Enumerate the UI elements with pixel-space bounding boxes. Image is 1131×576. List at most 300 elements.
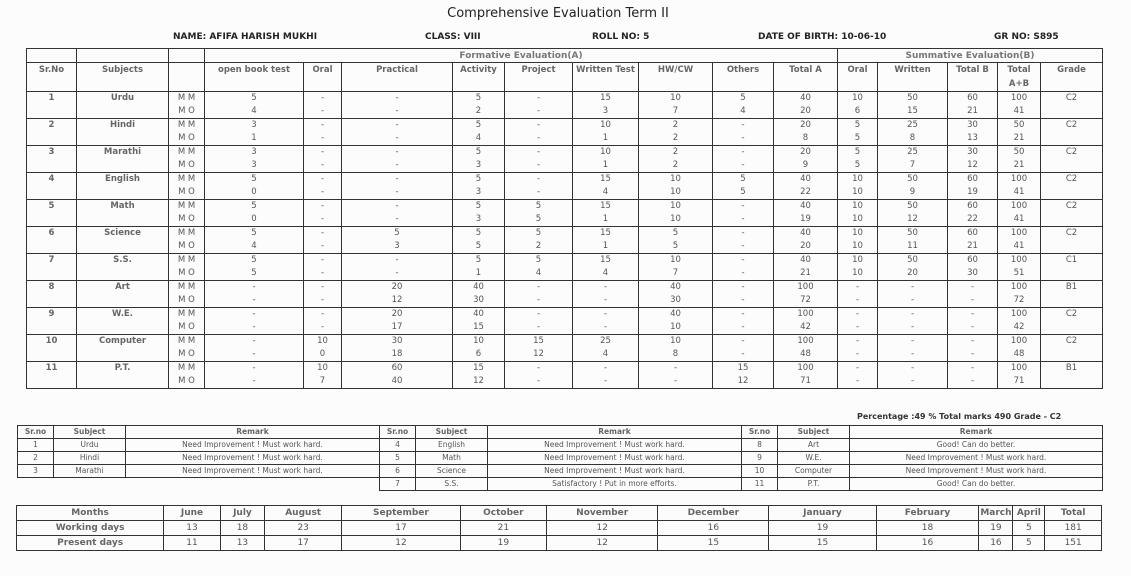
mark-cell: - xyxy=(713,132,774,146)
mark-cell: 100 xyxy=(774,308,838,322)
remark-text: Need Improvement ! Must work hard. xyxy=(488,465,742,478)
mark-cell: - xyxy=(205,362,304,376)
mark-cell: 4 xyxy=(573,267,639,281)
mark-cell: 3 xyxy=(453,159,505,173)
mark-cell: 15 xyxy=(713,362,774,376)
mark-cell: 10 xyxy=(573,146,639,160)
mark-cell: - xyxy=(304,119,342,133)
mm-label: M M xyxy=(169,227,205,241)
mark-cell: 5 xyxy=(453,254,505,268)
attendance-value: 12 xyxy=(547,536,658,551)
remark-subject: Art xyxy=(778,439,850,452)
month-header: January xyxy=(769,506,876,521)
roll-number: ROLL NO: 5 xyxy=(592,32,650,42)
mark-cell: 0 xyxy=(205,213,304,227)
mark-cell: 100 xyxy=(998,227,1041,241)
mark-cell: - xyxy=(878,321,948,335)
attendance-working-row xyxy=(17,521,1102,536)
mark-cell: 42 xyxy=(998,321,1041,335)
mark-cell: - xyxy=(573,281,639,295)
mark-cell: - xyxy=(713,321,774,335)
mark-cell: 10 xyxy=(838,240,878,254)
mark-cell: 72 xyxy=(998,294,1041,308)
subject-name: English xyxy=(77,173,169,200)
mark-cell: - xyxy=(304,281,342,295)
mark-cell: 20 xyxy=(774,119,838,133)
remarks-row xyxy=(380,465,742,478)
mark-cell: 9 xyxy=(774,159,838,173)
percentage-summary: Percentage :49 % Total marks 490 Grade - C2 xyxy=(857,412,1062,421)
mark-cell: - xyxy=(304,267,342,281)
column-header: Oral xyxy=(304,63,342,92)
mark-cell: 5 xyxy=(505,254,573,268)
attendance-value: 151 xyxy=(1045,536,1102,551)
mark-cell: - xyxy=(205,348,304,362)
mark-cell: 5 xyxy=(205,254,304,268)
mark-cell: - xyxy=(205,294,304,308)
mark-cell: 2 xyxy=(505,240,573,254)
subject-sr-no: 9 xyxy=(27,308,77,335)
subject-row-mm xyxy=(27,281,1103,295)
mark-cell: - xyxy=(342,159,453,173)
mark-cell: - xyxy=(304,227,342,241)
grade-cell: C2 xyxy=(1041,173,1103,200)
remarks-header: Subject xyxy=(778,426,850,439)
mark-cell: 50 xyxy=(878,92,948,106)
remarks-row xyxy=(18,465,380,478)
mark-cell: - xyxy=(505,308,573,322)
mark-cell: 5 xyxy=(453,173,505,187)
mark-cell: 50 xyxy=(878,254,948,268)
mark-cell: - xyxy=(304,92,342,106)
page-title: Comprehensive Evaluation Term II xyxy=(447,6,669,21)
mark-cell: 5 xyxy=(713,92,774,106)
remark-sr-no: 2 xyxy=(18,452,54,465)
mark-cell: 2 xyxy=(639,159,713,173)
subject-row-mo xyxy=(27,375,1103,389)
mark-cell: 10 xyxy=(304,362,342,376)
mo-label: M O xyxy=(169,321,205,335)
mark-cell: 5 xyxy=(342,227,453,241)
remark-subject: English xyxy=(416,439,488,452)
mark-cell: 5 xyxy=(205,267,304,281)
month-header: April xyxy=(1013,506,1045,521)
mark-cell: - xyxy=(342,213,453,227)
mm-label: M M xyxy=(169,335,205,349)
mo-label: M O xyxy=(169,348,205,362)
mark-cell: - xyxy=(838,375,878,389)
remark-sr-no: 8 xyxy=(742,439,778,452)
mm-label: M M xyxy=(169,119,205,133)
mark-cell: - xyxy=(304,186,342,200)
mark-cell: 48 xyxy=(998,348,1041,362)
mark-cell: - xyxy=(713,146,774,160)
mark-cell: - xyxy=(342,267,453,281)
remark-sr-no: 9 xyxy=(742,452,778,465)
attendance-row-label: Months xyxy=(17,506,164,521)
mark-cell: 12 xyxy=(342,294,453,308)
subject-row-mm xyxy=(27,119,1103,133)
grade-cell: C2 xyxy=(1041,119,1103,146)
mark-cell: 4 xyxy=(205,240,304,254)
mark-cell: - xyxy=(505,186,573,200)
mark-cell: 18 xyxy=(342,348,453,362)
mark-cell: - xyxy=(304,213,342,227)
remarks-header: Remark xyxy=(126,426,380,439)
mark-cell: 22 xyxy=(774,186,838,200)
month-header: September xyxy=(342,506,460,521)
attendance-value: 17 xyxy=(265,536,342,551)
mark-cell: 100 xyxy=(998,281,1041,295)
attendance-value: 11 xyxy=(164,536,221,551)
remarks-row xyxy=(18,439,380,452)
mark-cell: - xyxy=(304,159,342,173)
subject-sr-no: 1 xyxy=(27,92,77,119)
mark-cell: - xyxy=(342,200,453,214)
mark-cell: 2 xyxy=(639,146,713,160)
remark-sr-no: 3 xyxy=(18,465,54,478)
mark-cell: 5 xyxy=(713,173,774,187)
mark-cell: - xyxy=(948,362,998,376)
mark-cell: 100 xyxy=(998,92,1041,106)
gr-number: GR NO: S895 xyxy=(994,32,1059,42)
mark-cell: - xyxy=(342,186,453,200)
mark-cell: 15 xyxy=(573,200,639,214)
column-header: Written xyxy=(878,63,948,92)
column-header xyxy=(169,63,205,92)
mark-cell: 100 xyxy=(774,281,838,295)
attendance-value: 13 xyxy=(164,521,221,536)
mark-cell: - xyxy=(342,132,453,146)
column-header: Project xyxy=(505,63,573,92)
mark-cell: 5 xyxy=(505,200,573,214)
mark-cell: 100 xyxy=(774,335,838,349)
subject-row-mo xyxy=(27,213,1103,227)
column-header: Sr.No xyxy=(27,63,77,92)
mark-cell: - xyxy=(304,173,342,187)
mark-cell: - xyxy=(505,105,573,119)
mark-cell: - xyxy=(713,294,774,308)
month-header: July xyxy=(220,506,264,521)
mm-label: M M xyxy=(169,281,205,295)
mark-cell: 8 xyxy=(774,132,838,146)
mark-cell: 5 xyxy=(453,146,505,160)
attendance-value: 15 xyxy=(769,536,876,551)
mark-cell: - xyxy=(838,321,878,335)
subject-name: Marathi xyxy=(77,146,169,173)
column-header: Total B xyxy=(948,63,998,92)
mark-cell: 40 xyxy=(774,254,838,268)
mark-cell: - xyxy=(878,375,948,389)
month-header: October xyxy=(460,506,546,521)
remark-sr-no: 5 xyxy=(380,452,416,465)
grade-cell: C2 xyxy=(1041,308,1103,335)
attendance-value: 19 xyxy=(979,521,1013,536)
attendance-row-label: Present days xyxy=(17,536,164,551)
mark-cell: 30 xyxy=(453,294,505,308)
mark-cell: - xyxy=(573,294,639,308)
mark-cell: - xyxy=(505,119,573,133)
mark-cell: 7 xyxy=(639,105,713,119)
mark-cell: 15 xyxy=(878,105,948,119)
subject-name: Urdu xyxy=(77,92,169,119)
remark-text: Good! Can do better. xyxy=(850,439,1103,452)
subject-row-mo xyxy=(27,186,1103,200)
mark-cell: 15 xyxy=(573,92,639,106)
mark-cell: 3 xyxy=(205,146,304,160)
mark-cell: 1 xyxy=(205,132,304,146)
mark-cell: 5 xyxy=(639,227,713,241)
mark-cell: 1 xyxy=(453,267,505,281)
mark-cell: - xyxy=(304,105,342,119)
mark-cell: - xyxy=(342,92,453,106)
mark-cell: 30 xyxy=(948,267,998,281)
mark-cell: 10 xyxy=(639,213,713,227)
mark-cell: 15 xyxy=(573,254,639,268)
remarks-header-row xyxy=(18,426,380,439)
mark-cell: 60 xyxy=(948,92,998,106)
mark-cell: - xyxy=(948,348,998,362)
mark-cell: - xyxy=(713,119,774,133)
subject-sr-no: 3 xyxy=(27,146,77,173)
mark-cell: 15 xyxy=(453,321,505,335)
remark-sr-no: 11 xyxy=(742,478,778,491)
mark-cell: - xyxy=(838,348,878,362)
mark-cell: 10 xyxy=(639,254,713,268)
mark-cell: 30 xyxy=(342,335,453,349)
mark-cell: - xyxy=(205,308,304,322)
month-header: Total xyxy=(1045,506,1102,521)
mark-cell: 12 xyxy=(505,348,573,362)
mark-cell: - xyxy=(505,375,573,389)
column-header: Written Test xyxy=(573,63,639,92)
mark-cell: - xyxy=(304,254,342,268)
mark-cell: 5 xyxy=(205,200,304,214)
remarks-row xyxy=(742,478,1103,491)
mark-cell: 8 xyxy=(878,132,948,146)
mark-cell: 71 xyxy=(774,375,838,389)
mark-cell: 100 xyxy=(998,200,1041,214)
mark-cell: 30 xyxy=(639,294,713,308)
attendance-value: 17 xyxy=(342,521,460,536)
mark-cell: 5 xyxy=(838,159,878,173)
attendance-value: 18 xyxy=(876,521,979,536)
remarks-table-1 xyxy=(17,425,380,478)
mark-cell: 10 xyxy=(639,200,713,214)
mark-cell: - xyxy=(505,146,573,160)
mark-cell: 20 xyxy=(878,267,948,281)
subject-name: Art xyxy=(77,281,169,308)
column-header-row xyxy=(27,63,1103,92)
mark-cell: 10 xyxy=(304,335,342,349)
mark-cell: 30 xyxy=(948,119,998,133)
mark-cell: 3 xyxy=(205,119,304,133)
attendance-value: 16 xyxy=(876,536,979,551)
mark-cell: 25 xyxy=(573,335,639,349)
attendance-value: 15 xyxy=(658,536,769,551)
mark-cell: 15 xyxy=(453,362,505,376)
remarks-header: Sr.no xyxy=(18,426,54,439)
column-header: HW/CW xyxy=(639,63,713,92)
remarks-header-row xyxy=(742,426,1103,439)
mark-cell: - xyxy=(713,200,774,214)
mark-cell: - xyxy=(205,375,304,389)
remark-sr-no: 4 xyxy=(380,439,416,452)
mark-cell: 22 xyxy=(948,213,998,227)
mark-cell: - xyxy=(573,362,639,376)
remarks-row xyxy=(380,439,742,452)
remark-subject: Science xyxy=(416,465,488,478)
mark-cell: 7 xyxy=(639,267,713,281)
grade-cell: C2 xyxy=(1041,92,1103,119)
subject-row-mm xyxy=(27,173,1103,187)
mark-cell: 10 xyxy=(838,267,878,281)
mark-cell: 7 xyxy=(878,159,948,173)
mark-cell: - xyxy=(342,105,453,119)
mark-cell: 10 xyxy=(838,186,878,200)
mark-cell: - xyxy=(878,362,948,376)
mark-cell: 17 xyxy=(342,321,453,335)
subject-row-mo xyxy=(27,267,1103,281)
mark-cell: 9 xyxy=(878,186,948,200)
remarks-header-row xyxy=(380,426,742,439)
mark-cell: 20 xyxy=(342,281,453,295)
mark-cell: - xyxy=(342,146,453,160)
mark-cell: 60 xyxy=(342,362,453,376)
remark-sr-no: 10 xyxy=(742,465,778,478)
mark-cell: - xyxy=(838,335,878,349)
remarks-header: Sr.no xyxy=(742,426,778,439)
mark-cell: 21 xyxy=(948,240,998,254)
subject-row-mo xyxy=(27,348,1103,362)
mark-cell: 4 xyxy=(713,105,774,119)
remark-text: Need Improvement ! Must work hard. xyxy=(488,452,742,465)
remarks-header: Remark xyxy=(850,426,1103,439)
mark-cell: 2 xyxy=(639,132,713,146)
mark-cell: - xyxy=(713,308,774,322)
mark-cell: 12 xyxy=(453,375,505,389)
attendance-value: 19 xyxy=(460,536,546,551)
column-header: Oral xyxy=(838,63,878,92)
mark-cell: 41 xyxy=(998,240,1041,254)
mark-cell: 40 xyxy=(342,375,453,389)
mark-cell: 2 xyxy=(639,119,713,133)
mark-cell: - xyxy=(713,348,774,362)
mark-cell: 4 xyxy=(505,267,573,281)
mark-cell: 25 xyxy=(878,119,948,133)
remark-text: Need Improvement ! Must work hard. xyxy=(126,465,380,478)
subject-row-mm xyxy=(27,335,1103,349)
mark-cell: - xyxy=(304,240,342,254)
mark-cell: 25 xyxy=(878,146,948,160)
mo-label: M O xyxy=(169,213,205,227)
mark-cell: - xyxy=(838,294,878,308)
month-header: August xyxy=(265,506,342,521)
mark-cell: 10 xyxy=(838,254,878,268)
mark-cell: 20 xyxy=(774,105,838,119)
attendance-value: 12 xyxy=(342,536,460,551)
remark-text: Need Improvement ! Must work hard. xyxy=(850,465,1103,478)
mark-cell: - xyxy=(838,308,878,322)
mark-cell: 15 xyxy=(573,227,639,241)
mark-cell: 10 xyxy=(639,186,713,200)
mark-cell: - xyxy=(878,294,948,308)
remarks-header: Subject xyxy=(416,426,488,439)
mark-cell: 5 xyxy=(453,92,505,106)
column-header: Subjects xyxy=(77,63,169,92)
mark-cell: 15 xyxy=(505,335,573,349)
summative-group-header: Summative Evaluation(B) xyxy=(838,49,1103,63)
subject-row-mo xyxy=(27,294,1103,308)
remark-sr-no: 1 xyxy=(18,439,54,452)
mark-cell: - xyxy=(505,321,573,335)
mark-cell: - xyxy=(878,308,948,322)
mark-cell: 10 xyxy=(639,92,713,106)
mark-cell: 10 xyxy=(453,335,505,349)
mm-label: M M xyxy=(169,200,205,214)
mark-cell: 7 xyxy=(304,375,342,389)
group-header-row xyxy=(27,49,1103,63)
mark-cell: - xyxy=(713,159,774,173)
grade-cell: C1 xyxy=(1041,254,1103,281)
mark-cell: 3 xyxy=(342,240,453,254)
attendance-table xyxy=(16,505,1102,551)
mm-label: M M xyxy=(169,308,205,322)
mark-cell: 21 xyxy=(998,159,1041,173)
mark-cell: - xyxy=(304,321,342,335)
mark-cell: 10 xyxy=(573,119,639,133)
mark-cell: - xyxy=(304,132,342,146)
mark-cell: 2 xyxy=(453,105,505,119)
mark-cell: 5 xyxy=(205,227,304,241)
mark-cell: 40 xyxy=(453,308,505,322)
mo-label: M O xyxy=(169,159,205,173)
mm-label: M M xyxy=(169,254,205,268)
mm-label: M M xyxy=(169,92,205,106)
attendance-value: 18 xyxy=(220,521,264,536)
mark-cell: 10 xyxy=(838,200,878,214)
attendance-value: 5 xyxy=(1013,521,1045,536)
mark-cell: 5 xyxy=(453,227,505,241)
mark-cell: 5 xyxy=(505,227,573,241)
subject-row-mo xyxy=(27,132,1103,146)
mark-cell: 60 xyxy=(948,173,998,187)
subject-row-mm xyxy=(27,92,1103,106)
mark-cell: 20 xyxy=(774,240,838,254)
subject-name: Science xyxy=(77,227,169,254)
column-header: Others xyxy=(713,63,774,92)
remarks-table-2 xyxy=(379,425,742,491)
remark-subject: Math xyxy=(416,452,488,465)
subject-sr-no: 11 xyxy=(27,362,77,389)
mark-cell: - xyxy=(505,132,573,146)
mark-cell: - xyxy=(304,200,342,214)
mark-cell: 6 xyxy=(838,105,878,119)
remark-subject: P.T. xyxy=(778,478,850,491)
remarks-header: Subject xyxy=(54,426,126,439)
blank-cell xyxy=(77,49,169,63)
mark-cell: 4 xyxy=(453,132,505,146)
mark-cell: 42 xyxy=(774,321,838,335)
mark-cell: - xyxy=(505,92,573,106)
mark-cell: 0 xyxy=(304,348,342,362)
mark-cell: - xyxy=(304,308,342,322)
mark-cell: - xyxy=(639,375,713,389)
mark-cell: 4 xyxy=(573,348,639,362)
mark-cell: - xyxy=(878,348,948,362)
mark-cell: - xyxy=(205,335,304,349)
mo-label: M O xyxy=(169,240,205,254)
